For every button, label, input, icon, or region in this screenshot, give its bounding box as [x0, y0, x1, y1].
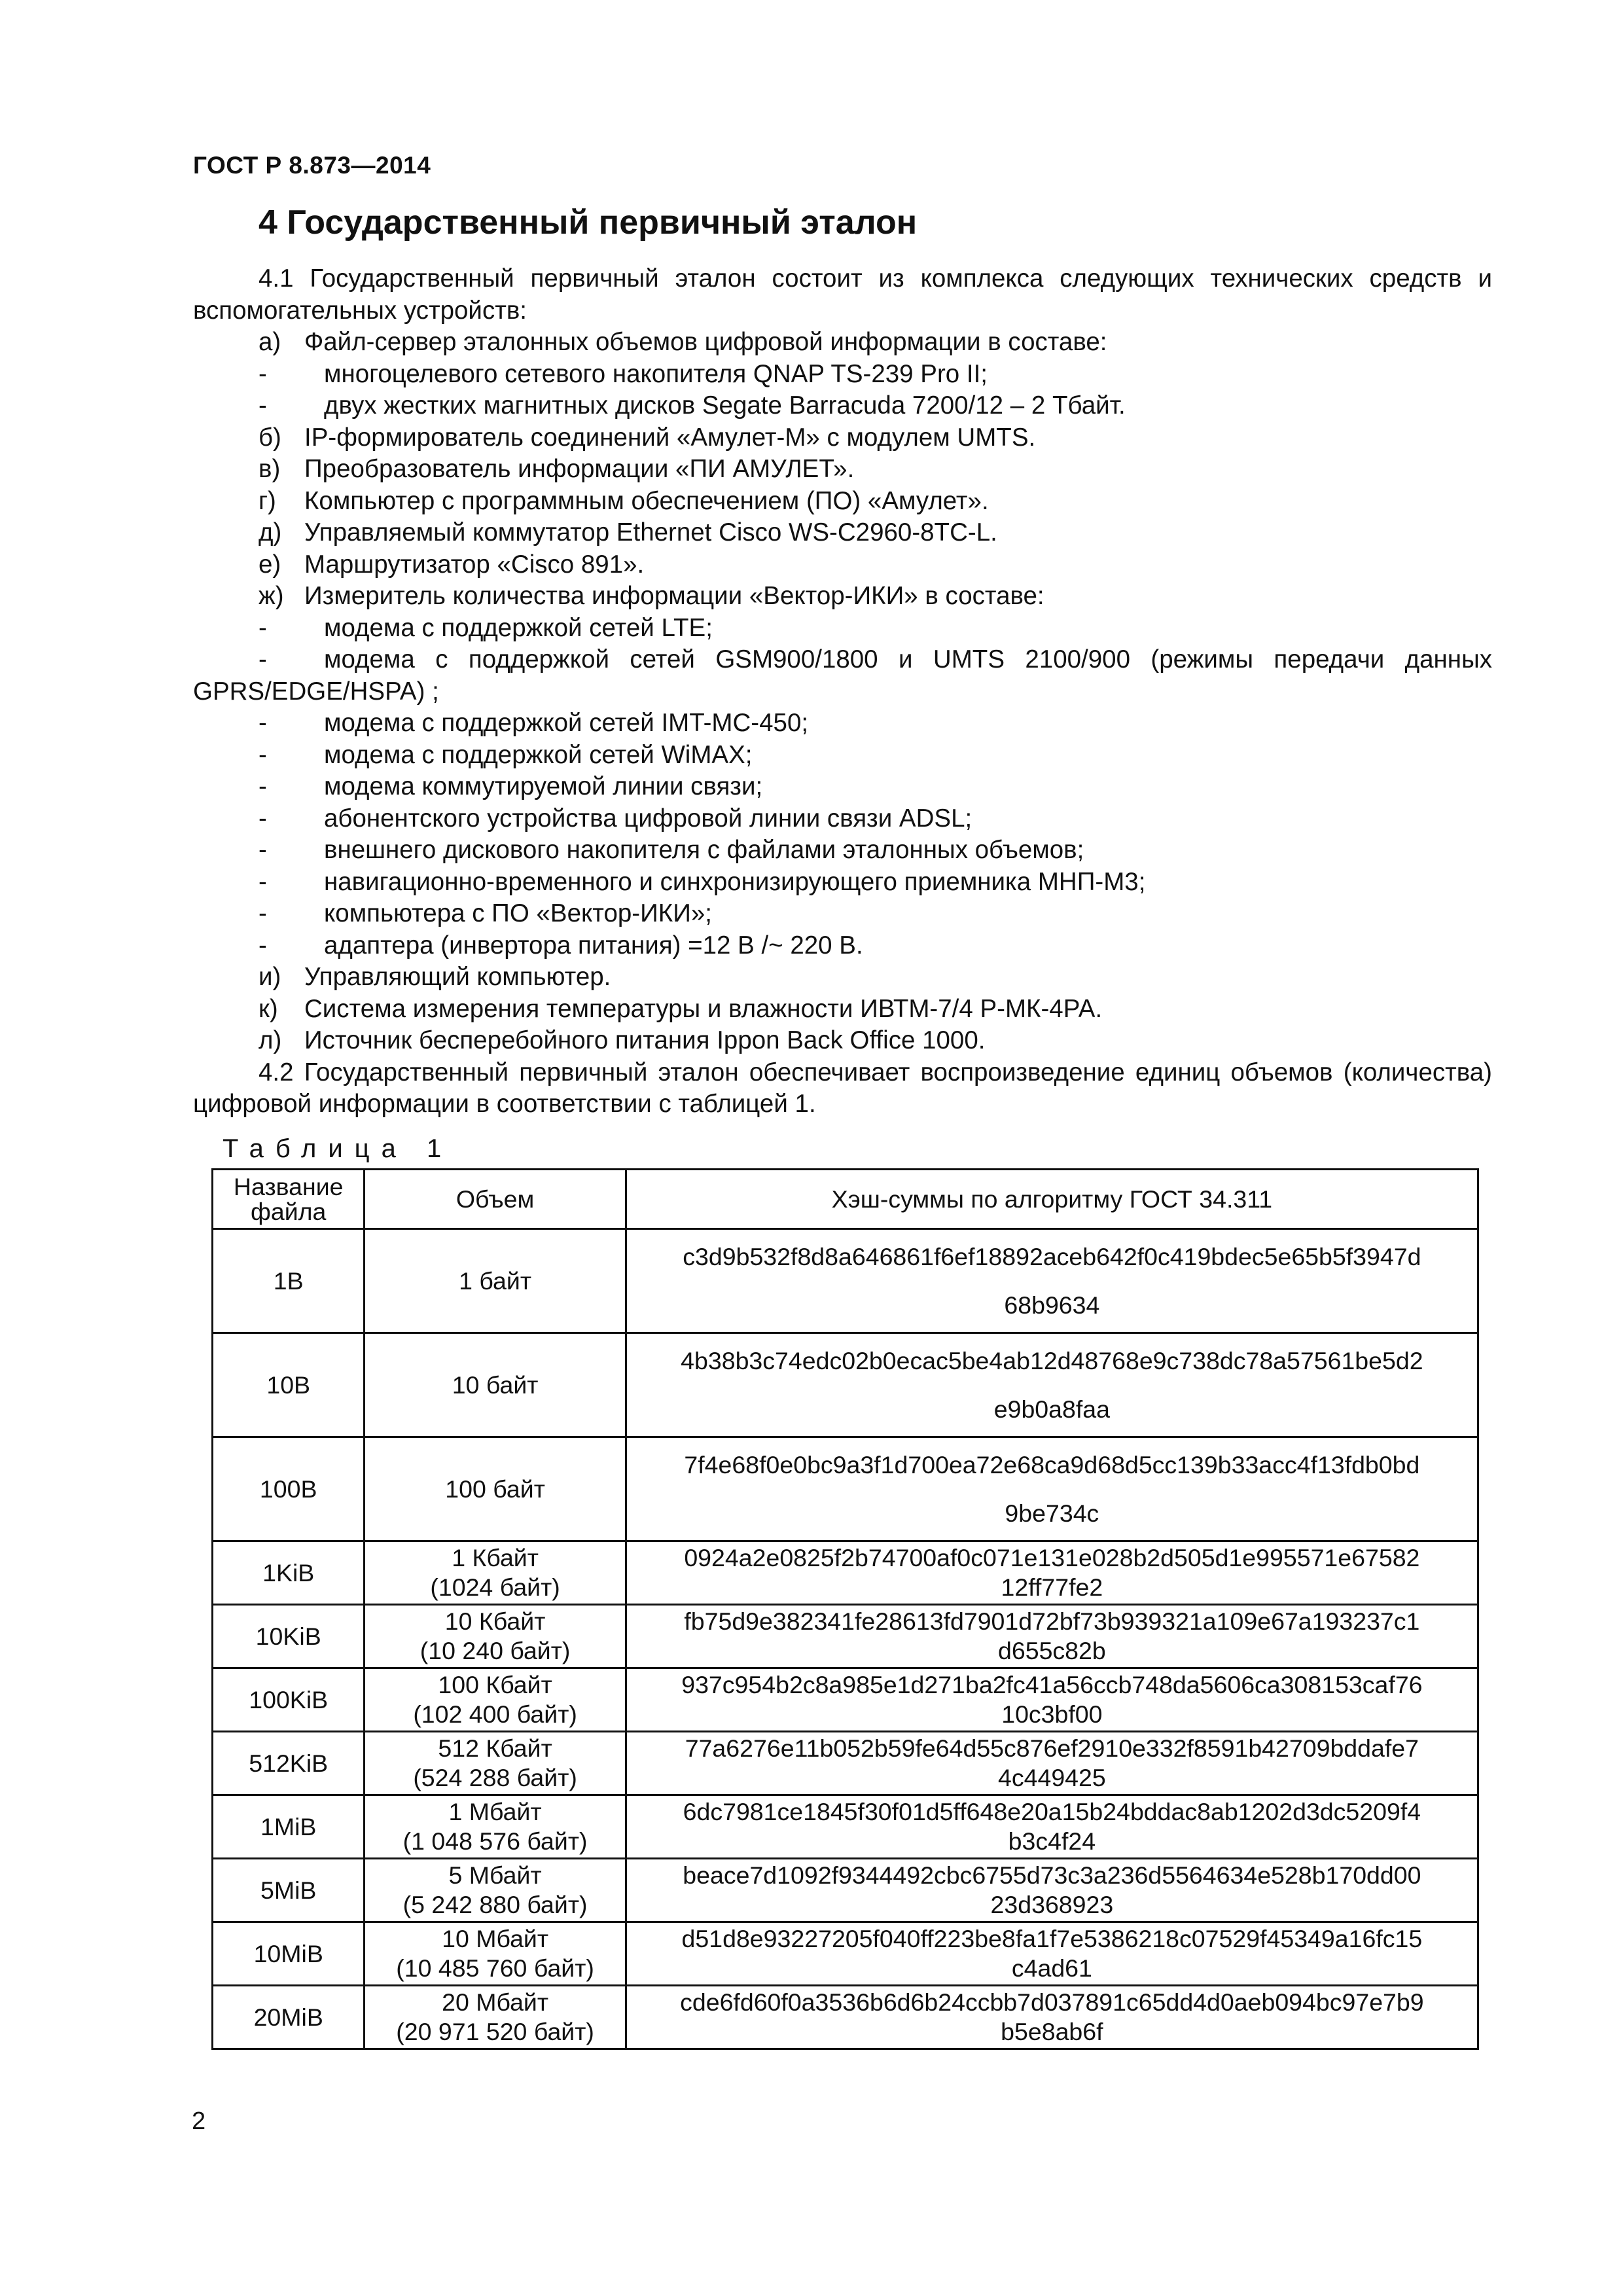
table-header-row: [213, 1170, 1478, 1229]
hash-line-1: beace7d1092f9344492cbc6755d73c3a236d5564634e528b170dd00: [683, 1861, 1421, 1889]
size-value: 1 Мбайт: [448, 1798, 542, 1825]
file-name-cell: 10B: [213, 1333, 365, 1437]
hash-line-1: fb75d9e382341fe28613fd7901d72bf73b939321a109e67a193237c1: [684, 1607, 1420, 1635]
list-marker: б): [259, 423, 281, 452]
list-item: [193, 1025, 1492, 1057]
list-marker: л): [259, 1026, 282, 1054]
hash-cell: [626, 1668, 1478, 1732]
column-header-hash: Хэш-суммы по алгоритму ГОСТ 34.311: [626, 1170, 1478, 1229]
list-marker: и): [259, 963, 281, 991]
table-row: [213, 1333, 1478, 1437]
list-item-text: модема с поддержкой сетей IMT-MC-450;: [324, 709, 809, 737]
size-bytes-value: (5 242 880 байт): [402, 1891, 588, 1918]
size-bytes-value: (20 971 520 байт): [396, 2018, 594, 2045]
size-bytes-value: (1 048 576 байт): [402, 1827, 588, 1855]
page-number: 2: [192, 2108, 206, 2135]
file-name-cell: 512KiB: [213, 1732, 365, 1795]
hash-line-2: b5e8ab6f: [1001, 2018, 1103, 2045]
table-row: [213, 1859, 1478, 1922]
list-item-text: Управляющий компьютер.: [304, 963, 611, 991]
size-value: 512 Кбайт: [438, 1734, 552, 1762]
list-item-text: компьютера с ПО «Вектор-ИКИ»;: [324, 899, 712, 927]
list-item-text: Измеритель количества информации «Вектор-ИКИ» в составе:: [304, 582, 1044, 610]
hash-line-2: e9b0a8faa: [993, 1395, 1110, 1423]
size-cell: [365, 1795, 626, 1859]
file-name-cell: 100KiB: [213, 1668, 365, 1732]
list-marker: д): [259, 518, 282, 547]
table-row: [213, 1437, 1478, 1541]
size-cell: [365, 1333, 626, 1437]
list-item-text: Компьютер с программным обеспечением (ПО) «Амулет».: [304, 486, 989, 515]
hash-cell: [626, 1229, 1478, 1333]
hash-line-1: 4b38b3c74edc02b0ecac5be4ab12d48768e9c738dc78a57561be5d2: [681, 1347, 1423, 1374]
size-bytes-value: (1024 байт): [430, 1573, 560, 1601]
hash-line-1: 0924a2e0825f2b74700af0c071e131e028b2d505d1e995571e67582: [684, 1544, 1420, 1571]
paragraph-4-1: 4.1 Государственный первичный эталон состоит из комплекса следующих технических средств и вспомогательных устройств:: [193, 264, 1492, 325]
file-name-cell: 10MiB: [213, 1922, 365, 1986]
size-cell: [365, 1229, 626, 1333]
table-body: [213, 1229, 1478, 2049]
hash-line-1: 6dc7981ce1845f30f01d5ff648e20a15b24bddac8ab1202d3dc5209f4: [683, 1798, 1421, 1825]
list-item: [193, 517, 1492, 549]
table-row: [213, 1229, 1478, 1333]
list-item-text: модема с поддержкой сетей GSM900/1800 и UMTS 2100/900 (режимы передачи данных: [324, 645, 1492, 673]
list-item: [193, 961, 1492, 994]
hash-cell: [626, 1605, 1478, 1668]
list-subitem: [193, 930, 1492, 962]
file-name-cell: 10KiB: [213, 1605, 365, 1668]
hash-cell: [626, 1922, 1478, 1986]
table-row: [213, 1668, 1478, 1732]
file-name-cell: 1MiB: [213, 1795, 365, 1859]
hash-line-2: c4ad61: [1011, 1954, 1092, 1982]
list-item-text: Источник бесперебойного питания Ippon Back Office 1000.: [304, 1026, 986, 1054]
list-item-gsm-modem-continuation: GPRS/EDGE/HSPA) ;: [193, 677, 439, 706]
size-cell: [365, 1541, 626, 1605]
size-value: 10 Кбайт: [444, 1607, 546, 1635]
file-name-cell: 1KiB: [213, 1541, 365, 1605]
size-bytes-value: (102 400 байт): [413, 1700, 577, 1728]
list-marker: а): [259, 328, 281, 356]
list-marker: к): [259, 994, 278, 1023]
table-caption: Таблица 1: [223, 1134, 454, 1163]
list-item-gsm-modem: [193, 644, 1492, 676]
size-cell: [365, 1922, 626, 1986]
column-header-size: Объем: [365, 1170, 626, 1229]
hash-line-1: 7f4e68f0e0bc9a3f1d700ea72e68ca9d68d5cc139b33acc4f13fdb0bd: [684, 1451, 1420, 1479]
hash-table: [211, 1168, 1479, 2050]
hash-line-1: d51d8e93227205f040ff223be8fa1f7e5386218c07529f45349a16fc15: [681, 1925, 1423, 1952]
hash-line-2: 23d368923: [990, 1891, 1114, 1918]
list-subitem: [193, 390, 1492, 422]
hash-line-1: 937c954b2c8a985e1d271ba2fc41a56ccb748da5606ca308153caf76: [681, 1671, 1423, 1698]
list-item: [193, 581, 1492, 613]
file-name-cell: 1B: [213, 1229, 365, 1333]
list-marker: -: [259, 899, 267, 927]
file-name-cell: 5MiB: [213, 1859, 365, 1922]
list-marker: -: [259, 391, 267, 420]
size-bytes-value: (10 485 760 байт): [396, 1954, 594, 1982]
size-cell: [365, 1732, 626, 1795]
table-row: [213, 1732, 1478, 1795]
list-item-text: абонентского устройства цифровой линии связи ADSL;: [324, 804, 972, 833]
list-item-text: Управляемый коммутатор Ethernet Cisco WS-C2960-8TC-L.: [304, 518, 997, 547]
list-marker: -: [259, 709, 267, 737]
size-value: 5 Мбайт: [448, 1861, 542, 1889]
equipment-list-part-1: [193, 327, 1492, 644]
list-item: [193, 327, 1492, 359]
paragraph-4-2: 4.2 Государственный первичный эталон обеспечивает воспроизведение единиц объемов (количества) цифровой информации в соответствии с таблицей 1.: [193, 1058, 1492, 1118]
list-subitem: [193, 359, 1492, 391]
section-title: 4 Государственный первичный эталон: [259, 204, 918, 242]
hash-cell: [626, 1986, 1478, 2049]
list-marker: -: [259, 836, 267, 864]
list-marker: -: [259, 772, 267, 800]
list-item-text: IP-формирователь соединений «Амулет-М» с модулем UMTS.: [304, 423, 1036, 452]
hash-line-2: d655c82b: [998, 1637, 1106, 1664]
list-item-text: внешнего дискового накопителя с файлами эталонных объемов;: [324, 836, 1084, 864]
hash-line-2: 12ff77fe2: [1001, 1573, 1103, 1601]
list-subitem: [193, 708, 1492, 740]
list-item-text: модема с поддержкой сетей WiMAX;: [324, 740, 753, 769]
list-subitem: [193, 740, 1492, 772]
hash-line-2: 68b9634: [1004, 1291, 1100, 1319]
table-row: [213, 1922, 1478, 1986]
list-item: [193, 549, 1492, 581]
hash-line-2: 9be734c: [1005, 1499, 1099, 1527]
list-marker: в): [259, 455, 281, 483]
size-value: 20 Мбайт: [442, 1988, 549, 2016]
size-value: 10 байт: [452, 1371, 539, 1399]
table-row: [213, 1541, 1478, 1605]
hash-cell: [626, 1732, 1478, 1795]
list-marker: -: [259, 645, 267, 673]
hash-cell: [626, 1795, 1478, 1859]
list-marker: ж): [259, 582, 284, 610]
hash-cell: [626, 1859, 1478, 1922]
size-value: 1 Кбайт: [452, 1544, 539, 1571]
list-subitem: [193, 803, 1492, 835]
list-marker: -: [259, 613, 267, 642]
list-marker: -: [259, 931, 267, 960]
hash-line-2: 4c449425: [998, 1764, 1106, 1791]
list-marker: е): [259, 550, 281, 579]
list-item-text: навигационно-временного и синхронизирующего приемника МНП-М3;: [324, 867, 1146, 896]
size-value: 100 Кбайт: [438, 1671, 552, 1698]
list-item: [193, 422, 1492, 454]
list-item: [193, 486, 1492, 518]
list-subitem: [193, 898, 1492, 930]
size-cell: [365, 1605, 626, 1668]
list-marker: -: [259, 740, 267, 769]
column-header-file-name: Название файла: [213, 1170, 365, 1229]
hash-line-2: 10c3bf00: [1001, 1700, 1103, 1728]
hash-line-1: c3d9b532f8d8a646861f6ef18892aceb642f0c419bdec5e65b5f3947d: [683, 1243, 1421, 1270]
file-name-cell: 20MiB: [213, 1986, 365, 2049]
size-bytes-value: (10 240 байт): [419, 1637, 571, 1664]
document-code-header: ГОСТ Р 8.873—2014: [193, 152, 431, 179]
table-row: [213, 1986, 1478, 2049]
hash-line-2: b3c4f24: [1008, 1827, 1096, 1855]
list-subitem: [193, 771, 1492, 803]
size-cell: [365, 1859, 626, 1922]
list-item-text: Маршрутизатор «Cisco 891».: [304, 550, 645, 579]
list-item-text: Файл-сервер эталонных объемов цифровой информации в составе:: [304, 328, 1107, 356]
list-item: [193, 994, 1492, 1026]
list-item-text: адаптера (инвертора питания) =12 В /~ 220 В.: [324, 931, 863, 960]
list-item: [193, 454, 1492, 486]
list-marker: -: [259, 867, 267, 896]
list-item-text: модема коммутируемой линии связи;: [324, 772, 763, 800]
list-marker: г): [259, 486, 276, 515]
list-subitem: [193, 613, 1492, 645]
size-cell: [365, 1437, 626, 1541]
size-value: 1 байт: [459, 1266, 532, 1295]
list-item-text: двух жестких магнитных дисков Segate Barracuda 7200/12 – 2 Тбайт.: [324, 391, 1126, 420]
section-body: [193, 263, 1492, 1121]
hash-cell: [626, 1437, 1478, 1541]
size-cell: [365, 1986, 626, 2049]
list-item-text: Преобразователь информации «ПИ АМУЛЕТ».: [304, 455, 855, 483]
table-row: [213, 1605, 1478, 1668]
list-item-text: Система измерения температуры и влажности ИВТМ-7/4 Р-МК-4РА.: [304, 994, 1103, 1023]
hash-cell: [626, 1541, 1478, 1605]
list-subitem: [193, 834, 1492, 867]
hash-line-1: cde6fd60f0a3536b6d6b24ccbb7d037891c65dd4d0aeb094bc97e7b9: [680, 1988, 1424, 2016]
size-value: 100 байт: [445, 1475, 545, 1503]
size-cell: [365, 1668, 626, 1732]
hash-line-1: 77a6276e11b052b59fe64d55c876ef2910e332f8591b42709bddafe7: [685, 1734, 1419, 1762]
list-item-text: модема с поддержкой сетей LTE;: [324, 613, 713, 642]
file-name-cell: 100B: [213, 1437, 365, 1541]
table-row: [213, 1795, 1478, 1859]
list-subitem: [193, 867, 1492, 899]
list-marker: -: [259, 359, 267, 388]
size-value: 10 Мбайт: [442, 1925, 549, 1952]
equipment-list-part-2: [193, 708, 1492, 1057]
size-bytes-value: (524 288 байт): [413, 1764, 577, 1791]
list-marker: -: [259, 804, 267, 833]
hash-cell: [626, 1333, 1478, 1437]
list-item-text: многоцелевого сетевого накопителя QNAP TS-239 Pro II;: [324, 359, 988, 388]
